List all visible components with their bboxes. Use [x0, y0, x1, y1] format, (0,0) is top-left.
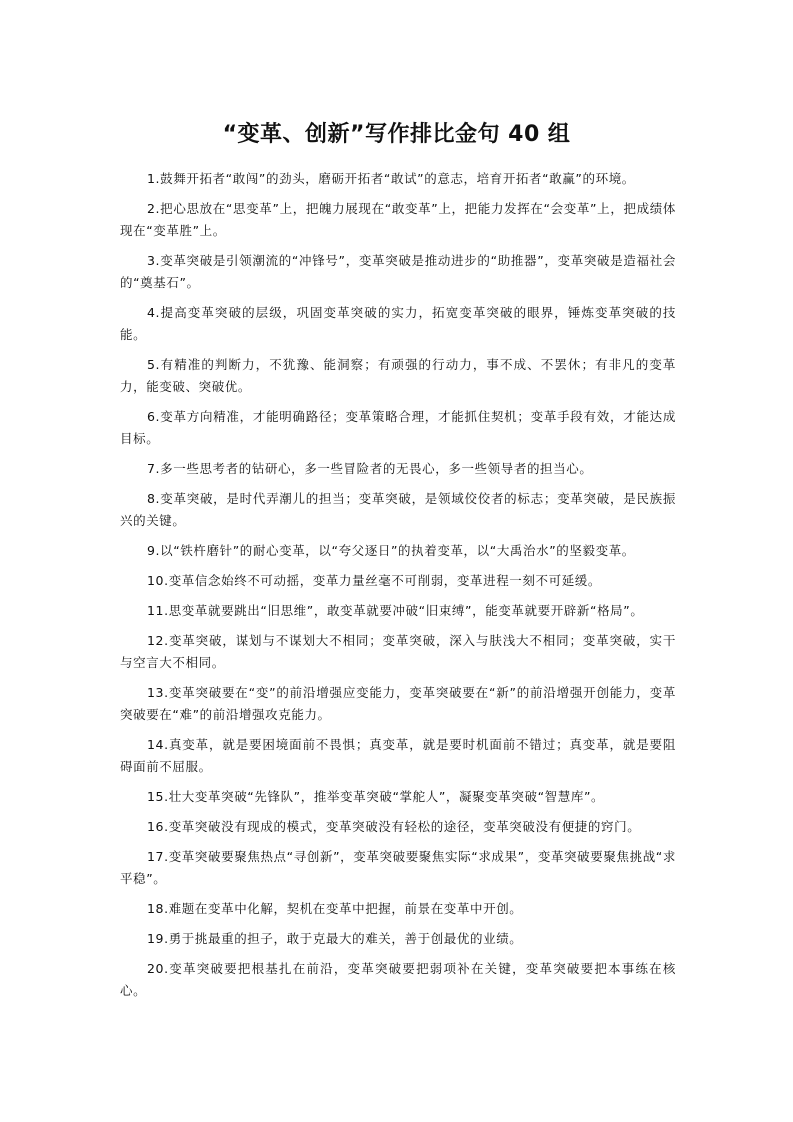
sentence-item — [120, 600, 676, 622]
sentence-item — [120, 198, 676, 242]
item-text: 勇于挑最重的担子，敢于克最大的难关，善于创最优的业绩。 — [168, 931, 523, 946]
item-text: 难题在变革中化解，契机在变革中把握，前景在变革中开创。 — [168, 901, 523, 916]
item-text: 鼓舞开拓者“敢闯”的劲头，磨砺开拓者“敢试”的意志，培育开拓者“敢赢”的环境。 — [160, 171, 635, 186]
sentence-item — [120, 682, 676, 726]
item-number: 17. — [147, 849, 169, 864]
item-number: 3. — [147, 253, 161, 268]
sentence-item — [120, 816, 676, 838]
item-text: 变革突破是引领潮流的“冲锋号”，变革突破是推动进步的“助推器”，变革突破是造福社会的“奠基石”。 — [120, 253, 676, 290]
item-text: 变革信念始终不可动摇，变革力量丝毫不可削弱，变革进程一刻不可延缓。 — [168, 573, 601, 588]
item-text: 以“铁杵磨针”的耐心变革，以“夸父逐日”的执着变革，以“大禹治水”的坚毅变革。 — [160, 543, 635, 558]
item-text: 变革突破，谋划与不谋划大不相同；变革突破，深入与肤浅大不相同；变革突破，实干与空言大不相同。 — [120, 633, 676, 670]
item-number: 18. — [147, 901, 169, 916]
item-number: 8. — [147, 491, 161, 506]
item-number: 20. — [147, 961, 169, 976]
item-number: 12. — [147, 633, 169, 648]
item-text: 变革突破没有现成的模式，变革突破没有轻松的途径，变革突破没有便捷的窍门。 — [168, 819, 641, 834]
item-number: 15. — [147, 789, 169, 804]
item-number: 14. — [147, 737, 169, 752]
item-text: 变革突破要把根基扎在前沿，变革突破要把弱项补在关键，变革突破要把本事练在核心。 — [120, 961, 676, 998]
sentence-item — [120, 354, 676, 398]
item-text: 变革方向精准，才能明确路径；变革策略合理，才能抓住契机；变革手段有效，才能达成目标。 — [120, 409, 676, 446]
sentence-item — [120, 734, 676, 778]
sentence-item — [120, 958, 676, 1002]
sentence-item — [120, 630, 676, 674]
item-number: 19. — [147, 931, 169, 946]
item-number: 7. — [147, 461, 161, 476]
document-title: “变革、创新”写作排比金句 40 组 — [222, 122, 571, 147]
sentence-item — [120, 488, 676, 532]
item-number: 5. — [147, 357, 161, 372]
item-number: 11. — [147, 603, 169, 618]
item-text: 多一些思考者的钻研心，多一些冒险者的无畏心，多一些领导者的担当心。 — [160, 461, 593, 476]
item-number: 6. — [147, 409, 161, 424]
sentence-item — [120, 570, 676, 592]
item-text: 变革突破要在“变”的前沿增强应变能力，变革突破要在“新”的前沿增强开创能力，变革突破要在“难”的前沿增强攻克能力。 — [120, 685, 676, 722]
sentence-item — [120, 406, 676, 450]
sentence-item — [120, 458, 676, 480]
sentence-item — [120, 786, 676, 808]
item-text: 把心思放在“思变革”上，把魄力展现在“敢变革”上，把能力发挥在“会变革”上，把成绩体现在“变革胜”上。 — [120, 201, 676, 238]
item-text: 提高变革突破的层级，巩固变革突破的实力，拓宽变革突破的眼界，锤炼变革突破的技能。 — [120, 305, 676, 342]
item-number: 16. — [147, 819, 169, 834]
item-number: 4. — [147, 305, 161, 320]
item-text: 真变革，就是要困境面前不畏惧；真变革，就是要时机面前不错过；真变革，就是要阻碍面前不屈服。 — [120, 737, 676, 774]
item-number: 10. — [147, 573, 169, 588]
item-number: 1. — [147, 171, 161, 186]
sentence-item — [120, 302, 676, 346]
item-number: 2. — [147, 201, 161, 216]
sentence-list — [120, 168, 676, 1010]
sentence-item — [120, 898, 676, 920]
item-text: 变革突破，是时代弄潮儿的担当；变革突破，是领域佼佼者的标志；变革突破，是民族振兴的关键。 — [120, 491, 676, 528]
sentence-item — [120, 540, 676, 562]
sentence-item — [120, 846, 676, 890]
item-text: 思变革就要跳出“旧思维”，敢变革就要冲破“旧束缚”，能变革就要开辟新“格局”。 — [168, 603, 644, 618]
sentence-item — [120, 928, 676, 950]
item-text: 有精准的判断力，不犹豫、能洞察；有顽强的行动力，事不成、不罢休；有非凡的变革力，能变破、突破优。 — [120, 357, 676, 394]
item-text: 变革突破要聚焦热点“寻创新”，变革突破要聚焦实际“求成果”，变革突破要聚焦挑战“求平稳”。 — [120, 849, 676, 886]
item-number: 9. — [147, 543, 161, 558]
sentence-item — [120, 250, 676, 294]
sentence-item — [120, 168, 676, 190]
item-number: 13. — [147, 685, 169, 700]
item-text: 壮大变革突破“先锋队”，推举变革突破“掌舵人”，凝聚变革突破“智慧库”。 — [168, 789, 605, 804]
